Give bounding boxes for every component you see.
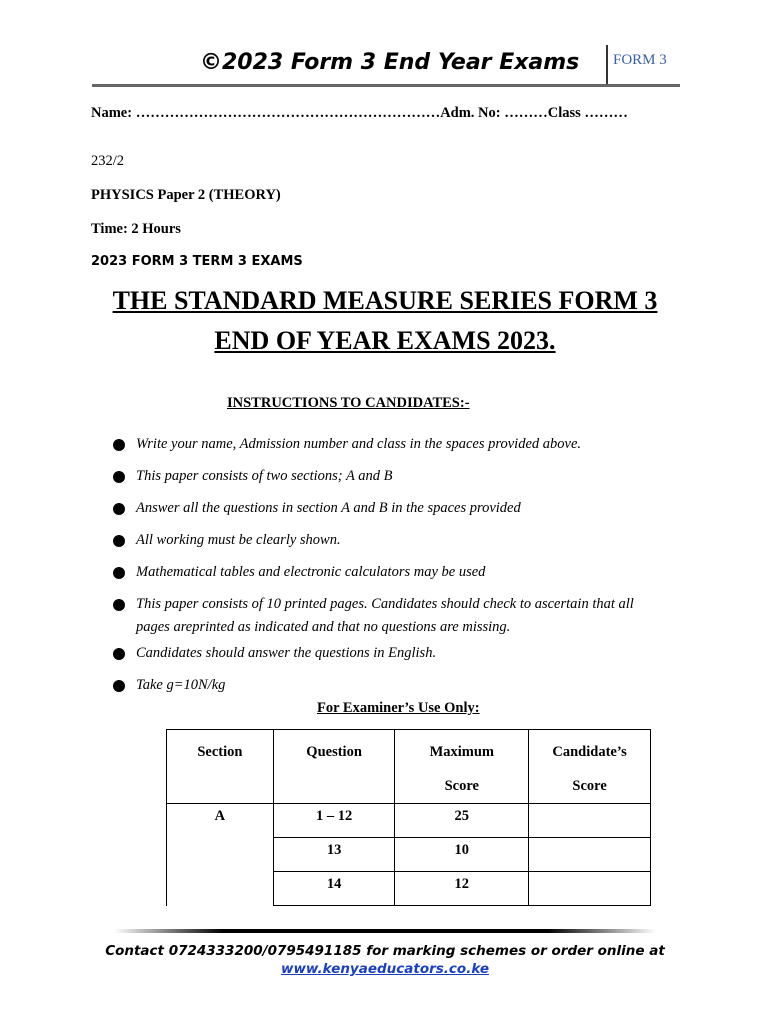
instruction-item: Answer all the questions in section A and B in the spaces provided: [136, 500, 521, 516]
paper-title: PHYSICS Paper 2 (THEORY): [91, 187, 281, 203]
footer-website-link[interactable]: www.kenyaeducators.co.ke: [280, 961, 489, 977]
table-header-row: [167, 730, 651, 804]
bullet-icon: [113, 648, 125, 660]
instructions-heading: INSTRUCTIONS TO CANDIDATES:-: [227, 395, 470, 411]
cell-section: [167, 872, 274, 906]
main-title-line2: END OF YEAR EXAMS 2023.: [214, 326, 556, 355]
header-maximum-score: Maximum Score: [395, 730, 529, 804]
bullet-icon: [113, 535, 125, 547]
instruction-item-continued: pages areprinted as indicated and that no questions are missing.: [136, 619, 511, 635]
header-form-label: FORM 3: [613, 52, 667, 68]
bullet-icon: [113, 599, 125, 611]
table-row: [167, 838, 651, 872]
bullet-icon: [113, 680, 125, 692]
bullet-icon: [113, 471, 125, 483]
cell-question: 1 – 12: [273, 804, 395, 838]
header-question: Question: [273, 730, 395, 804]
term-label: 2023 FORM 3 TERM 3 EXAMS: [91, 254, 303, 269]
cell-candidate-score[interactable]: [529, 838, 651, 872]
header-divider: [606, 45, 608, 85]
cell-max-score: 25: [395, 804, 529, 838]
main-title-line1: THE STANDARD MEASURE SERIES FORM 3: [112, 286, 658, 315]
instruction-item: Write your name, Admission number and class in the spaces provided above.: [136, 436, 582, 452]
examiner-score-table: [166, 729, 651, 906]
header-candidates-score: Candidate’s Score: [529, 730, 651, 804]
header-rule: [92, 84, 680, 87]
header-section: Section: [167, 730, 274, 804]
bullet-icon: [113, 503, 125, 515]
cell-max-score: 12: [395, 872, 529, 906]
instruction-item: All working must be clearly shown.: [136, 532, 341, 548]
instruction-item: Mathematical tables and electronic calculators may be used: [136, 564, 486, 580]
cell-section: [167, 838, 274, 872]
instruction-item: This paper consists of two sections; A and B: [136, 468, 393, 484]
table-row: [167, 804, 651, 838]
instruction-item: Candidates should answer the questions in English.: [136, 645, 437, 661]
bullet-icon: [113, 567, 125, 579]
instruction-item: Take g=10N/kg: [136, 677, 226, 693]
examiner-heading: For Examiner’s Use Only:: [317, 700, 480, 716]
footer-contact: Contact 0724333200/0795491185 for marking schemes or order online at: [105, 943, 665, 959]
cell-section: A: [167, 804, 274, 838]
bullet-icon: [113, 439, 125, 451]
cell-candidate-score[interactable]: [529, 804, 651, 838]
cell-question: 14: [273, 872, 395, 906]
paper-code: 232/2: [91, 153, 125, 169]
cell-max-score: 10: [395, 838, 529, 872]
table-row: [167, 872, 651, 906]
student-info-line: Name: ………………………………………………………Adm. No: ………Class ………: [91, 105, 628, 121]
instruction-item: This paper consists of 10 printed pages. Candidates should check to ascertain that all: [136, 596, 634, 612]
cell-candidate-score[interactable]: [529, 872, 651, 906]
header-title: ©2023 Form 3 End Year Exams: [200, 50, 580, 75]
cell-question: 13: [273, 838, 395, 872]
footer-rule: [114, 929, 656, 933]
exam-time: Time: 2 Hours: [91, 221, 181, 237]
